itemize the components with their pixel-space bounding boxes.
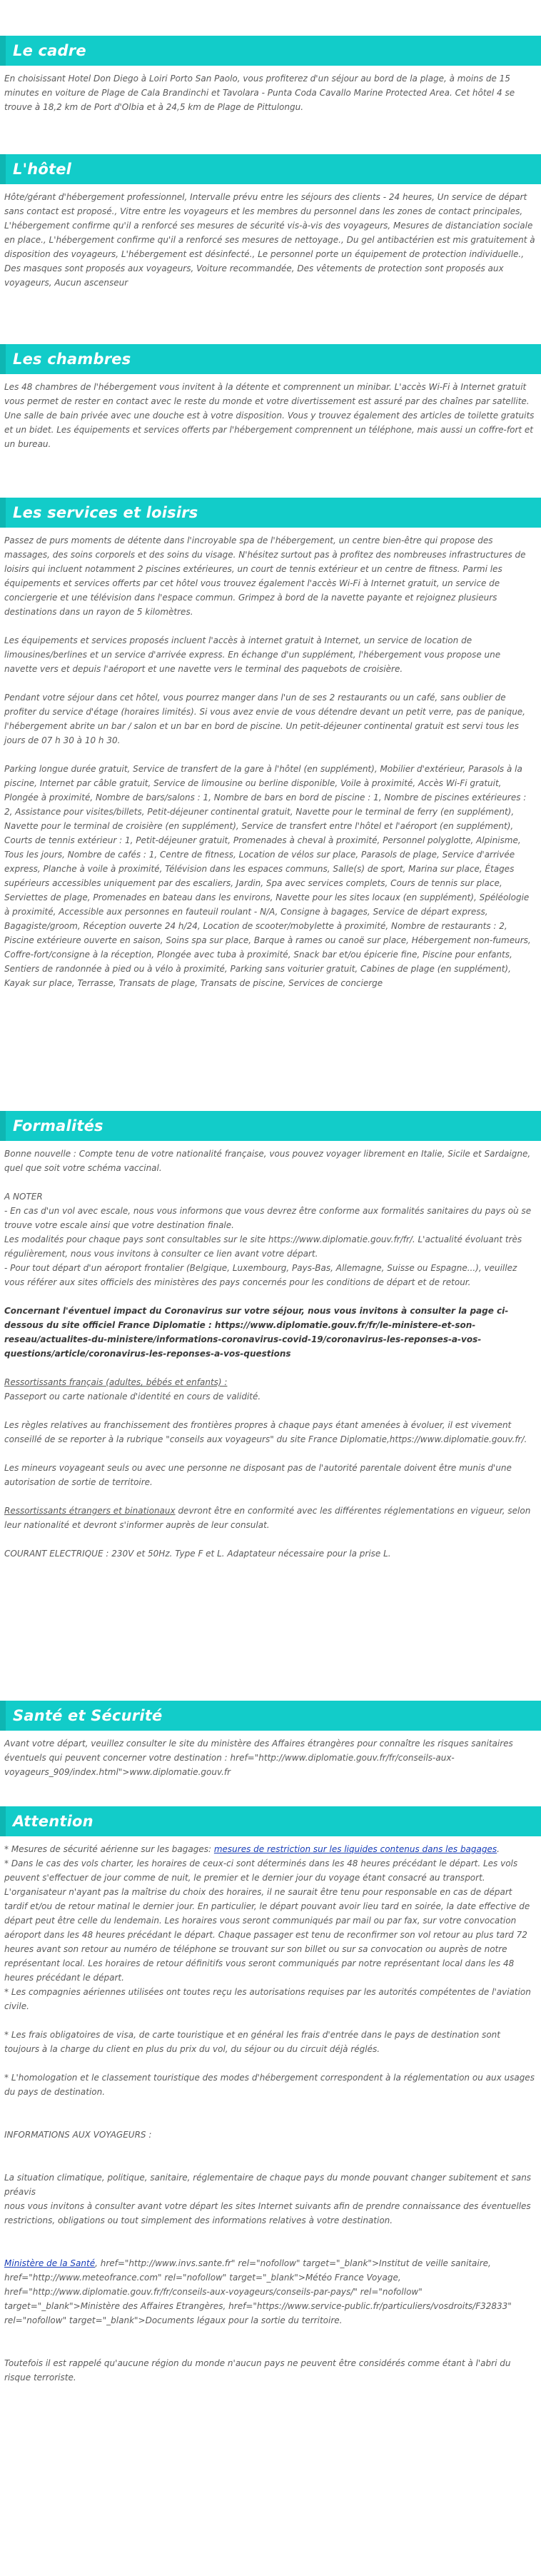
foreign-nationals [4, 1504, 535, 1532]
hotel-text: Hôte/gérant d'hébergement professionnel, Intervalle prévu entre les séjours des clients - 24 heures, Un service de départ sans contact est proposé., Vitre entre les voyageurs et les membres du personnel dans les zones de contact principales, L'hébergement confirme qu'il a renforcé ses mesures de sécurité vis-à-vis des voyageurs, Mesures de distanciation sociale en place., L'hébergement confirme qu'il a renforcé ses mesures de nettoyage., Du gel antibactérien est mis gratuitement à disposition des voyageurs, L'hébergement est désinfecté., Le personnel porte un équipement de protection individuelle., Des masques sont proposés aux voyageurs, Voiture recommandée, Des vêtements de protection sont proposés aux voyageurs, Aucun ascenseur [4, 192, 535, 288]
french-nationals-label: Ressortissants français (adultes, bébés et enfants) : [4, 1377, 228, 1387]
header-accent-bar [0, 344, 6, 374]
section-chambres [0, 344, 541, 451]
section-title: Le cadre [13, 42, 86, 59]
liquids-restriction-link[interactable]: mesures de restriction sur les liquides contenus dans les bagages [213, 1844, 497, 1854]
section-services [0, 498, 541, 990]
header-accent-bar [0, 498, 6, 528]
section-title: Santé et Sécurité [13, 1707, 163, 1724]
charter-flights: * Dans le cas des vols charter, les horaires de ceux-ci sont déterminés dans les 48 heures précédant le départ. Les vols peuvent s'effectuer de jour comme de nuit, le premier et le dernier jour du voyage étant consacré au transport. L'organisateur n'ayant pas la maîtrise du choix des horaires, il ne saurait être tenu pour responsable en cas de départ tardif et/ou de retour matinal le dernier jour. En particulier, le départ pouvant avoir lieu tard en soirée, la date effective de départ peut être celle du lendemain. Les horaires vous seront communiqués par mail ou par fax, sur votre convocation aéroport dans les 48 heures précédant le départ. Chaque passager est tenu de reconfirmer son vol retour au plus tard 72 heures avant son retour au numéro de téléphone se trouvant sur son billet ou sur sa convocation ou auprès de notre représentant local. Les horaires de retour définitifs vous seront communiqués par notre représentant local dans les 48 heures précédant le départ. [4, 1858, 530, 1983]
foreign-nationals-text: devront être en conformité avec les différentes réglementations en vigueur, selon leur nationalité et devront s'informer auprès de leur consulat. [4, 1506, 531, 1530]
header-accent-bar [0, 36, 6, 66]
header-accent-bar [0, 1701, 6, 1731]
accommodation-rating: * L'homologation et le classement touristique des modes d'hébergement correspondent à la réglementation ou aux usages du pays de destination. [4, 2073, 535, 2097]
foreign-nationals-label: Ressortissants étrangers et binationaux [4, 1506, 176, 1516]
section-header [0, 498, 541, 528]
services-amenities-list: Parking longue durée gratuit, Service de transfert de la gare à l'hôtel (en supplément), Mobilier d'extérieur, Parasols à la piscine, Internet par câble gratuit, Service de limousine ou berline disponible, Voile à proximité, Accès Wi-Fi gratuit, Plongée à proximité, Nombre de bars/salons : 1, Nombre de bars en bord de piscine : 1, Nombre de piscines extérieures : 2, Assistance pour visites/billets, Petit-déjeuner continental gratuit, Navette pour le terminal de ferry (en supplément), Navette pour le terminal de croisière (en supplément), Service de transfert entre l'hôtel et l'aéroport (en supplément), Courts de tennis extérieur : 1, Petit-déjeuner gratuit, Promenades à cheval à proximité, Personnel polyglotte, Alpinisme, Tous les jours, Nombre de cafés : 1, Centre de fitness, Location de vélos sur place, Parasols de plage, Service d'arrivée express, Planche à voile à proximité, Télévision dans les espaces communs, Salle(s) de sport, Marina sur place, Étages supérieurs accessibles uniquement par des escaliers, Jardin, Spa avec services complets, Cours de tennis sur place, Serviettes de plage, Promenades en bateau dans les environs, Navette pour les sites locaux (en supplément), Spéléologie à proximité, Accessible aux personnes en fauteuil roulant - N/A, Consigne à bagages, Service de départ express, Bagagiste/groom, Réception ouverte 24 h/24, Location de scooter/mobylette à proximité, Nombre de restaurants : 2, Piscine extérieure ouverte en saison, Soins spa sur place, Barque à rames ou canoë sur place, Hébergement non-fumeurs, Coffre-fort/consigne à la réception, Plongée avec tuba à proximité, Snack bar et/ou épicerie fine, Piscine pour enfants, Sentiers de randonnée à pied ou à vélo à proximité, Parking sans voiturier gratuit, Cabines de plage (en supplément), Kayak sur place, Terrasse, Transats de plage, Transats de piscine, Services de concierge [4, 764, 531, 988]
cadre-text: En choisissant Hotel Don Diego à Loiri Porto San Paolo, vous profiterez d'un séjour au bord de la plage, à moins de 15 minutes en voiture de Plage de Cala Brandinchi et Tavolara - Punta Coda Cavallo Marine Protected Area. Cet hôtel 4 se trouve à 18,2 km de Port d'Olbia et à 24,5 km de Plage de Pittulongu. [4, 74, 515, 112]
situation-notice: La situation climatique, politique, sanitaire, réglementaire de chaque pays du monde pouvant changer subitement et sans préavis [4, 2173, 532, 2197]
border-rules: Les règles relatives au franchissement des frontières propres à chaque pays étant amenées à évoluer, il est vivement conseillé de se reporter à la rubrique "conseils aux voyageurs" du site France Diplomatie,https://www.diplomatie.gouv.fr/. [4, 1420, 527, 1444]
health-ministry-link[interactable]: Ministère de la Santé [4, 2258, 96, 2268]
terrorism-notice: Toutefois il est rappelé qu'aucune région du monde n'aucun pays ne peuvent être considérés comme étant à l'abri du risque terroriste. [4, 2358, 511, 2383]
services-equipment: Les équipements et services proposés incluent l'accès à internet gratuit à Internet, un service de location de limousines/berlines et un service d'arrivée express. En échange d'un supplément, l'hébergement vous propose une navette vers et depuis l'aéroport et une navette vers le terminal des paquebots de croisière. [4, 635, 501, 674]
section-header [0, 1806, 541, 1836]
airlines-authorization: * Les compagnies aériennes utilisées ont toutes reçu les autorisations requises par les autorités compétentes de l'aviation civile. [4, 1987, 531, 2011]
section-title: Les chambres [13, 351, 131, 368]
sante-text: Avant votre départ, veuillez consulter le site du ministère des Affaires étrangères pour connaître les risques sanitaires éventuels qui peuvent concerner votre destination : href="http://www.diplomatie.gouv.fr/fr/conseils-aux-voyageurs_909/index.html">www.diplomatie.gouv.fr [4, 1739, 513, 1777]
formalites-intro: Bonne nouvelle : Compte tenu de votre nationalité française, vous pouvez voyager librement en Italie, Sicile et Sardaigne, quel que soit votre schéma vaccinal. [4, 1149, 531, 1173]
consult-sites: nous vous invitons à consulter avant votre départ les sites Internet suivants afin de prendre connaissance des éventuelles restrictions, obligations ou tout simplement des informations relatives à votre destination. [4, 2201, 531, 2225]
section-header [0, 1111, 541, 1141]
section-header [0, 154, 541, 184]
section-formalites [0, 1111, 541, 1561]
section-header [0, 1701, 541, 1731]
section-title: Les services et loisirs [13, 504, 198, 521]
covid-notice: Concernant l'éventuel impact du Coronavirus sur votre séjour, nous vous invitons à consulter la page ci-dessous du site officiel France Diplomatie : https://www.diplomatie.gouv.fr/fr/le-ministere-et-son-reseau/actualites-du-ministere/informations-coronavirus-covid-19/coronavirus-les-reponses-a-vos-questions/article/coronavirus-les-reponses-a-vos-questions [4, 1306, 509, 1359]
note-label: A NOTER [4, 1192, 43, 1202]
baggage-security-end: . [497, 1844, 500, 1854]
baggage-security-text: * Mesures de sécurité aérienne sur les bagages: [4, 1844, 214, 1854]
baggage-security [4, 1842, 535, 1856]
section-header [0, 36, 541, 66]
french-nationals-text: Passeport ou carte nationale d'identité en cours de validité. [4, 1392, 261, 1402]
electric-current: COURANT ELECTRIQUE : 230V et 50Hz. Type F et L. Adaptateur nécessaire pour la prise L. [4, 1549, 391, 1559]
note-border-airport: - Pour tout départ d'un aéroport frontalier (Belgique, Luxembourg, Pays-Bas, Allemagne, Suisse ou Espagne...), veuillez vous référer aux sites officiels des ministères des pays concernés pour les conditions de départ et de retour. [4, 1263, 517, 1287]
section-cadre [0, 36, 541, 114]
section-header [0, 344, 541, 374]
section-title: L'hôtel [13, 161, 72, 178]
official-links [4, 2256, 535, 2328]
visa-fees: * Les frais obligatoires de visa, de carte touristique et en général les frais d'entrée dans le pays de destination sont toujours à la charge du client en plus du prix du vol, du séjour ou du circuit déjà réglés. [4, 2030, 500, 2054]
section-title: Formalités [13, 1117, 103, 1134]
section-hotel [0, 154, 541, 290]
header-accent-bar [0, 1806, 6, 1836]
chambres-text: Les 48 chambres de l'hébergement vous invitent à la détente et comprennent un minibar. L'accès Wi-Fi à Internet gratuit vous permet de rester en contact avec le reste du monde et votre divertissement est assuré par des chaînes par satellite. Une salle de bain privée avec une douche est à votre disposition. Vous y trouvez également des articles de toilette gratuits et un bidet. Les équipements et services offerts par l'hébergement comprennent un téléphone, mais aussi un coffre-fort et un bureau. [4, 382, 535, 449]
official-links-text: , href="http://www.invs.sante.fr" rel="nofollow" target="_blank">Institut de veille sanitaire, href="http://www.meteofrance.com" rel="nofollow" target="_blank">Météo France Voyage, href="http://www.diplomatie.gouv.fr/fr/conseils-aux-voyageurs/conseils-par-pays/" rel="nofollow" target="_blank">Ministère des Affaires Etrangères, href="https://www.service-public.fr/particuliers/vosdroits/F32833" rel="nofollow" target="_blank">Documents légaux pour la sortie du territoire. [4, 2258, 512, 2325]
services-dining: Pendant votre séjour dans cet hôtel, vous pourrez manger dans l'un de ses 2 restaurants ou un café, sans oublier de profiter du service d'étage (horaires limités). Si vous avez envie de vous détendre devant un petit verre, pas de panique, l'hébergement abrite un bar / salon et un bar en bord de piscine. Un petit-déjeuner continental gratuit est servi tous les jours de 07 h 30 à 10 h 30. [4, 693, 525, 745]
minors-notice: Les mineurs voyageant seuls ou avec une personne ne disposant pas de l'autorité parentale doivent être munis d'une autorisation de sortie de territoire. [4, 1463, 512, 1487]
section-attention [0, 1806, 541, 2385]
services-intro: Passez de purs moments de détente dans l'incroyable spa de l'hébergement, un centre bien-être qui propose des massages, des soins corporels et des soins du visage. N'hésitez surtout pas à profitez des nombreuses infrastructures de loisirs qui incluent notamment 2 piscines extérieures, un court de tennis extérieur et un centre de fitness. Parmi les équipements et services offerts par cet hôtel vous trouvez également l'accès Wi-Fi à Internet gratuit, un service de conciergerie et une télévision dans l'espace commun. Grimpez à bord de la navette payante et rejoignez plusieurs destinations dans un rayon de 5 kilomètres. [4, 535, 526, 617]
note-modalities: Les modalités pour chaque pays sont consultables sur le site https://www.diplomatie.gouv.fr/fr/. L'actualité évoluant très régulièrement, nous vous invitons à consulter ce lien avant votre départ. [4, 1234, 522, 1259]
note-stopover: - En cas d'un vol avec escale, nous vous informons que vous devrez être conforme aux formalités sanitaires du pays où se trouve votre escale ainsi que votre destination finale. [4, 1206, 532, 1230]
travellers-info-heading: INFORMATIONS AUX VOYAGEURS : [4, 2130, 152, 2140]
header-accent-bar [0, 154, 6, 184]
section-title: Attention [13, 1813, 93, 1830]
section-sante [0, 1701, 541, 1779]
header-accent-bar [0, 1111, 6, 1141]
